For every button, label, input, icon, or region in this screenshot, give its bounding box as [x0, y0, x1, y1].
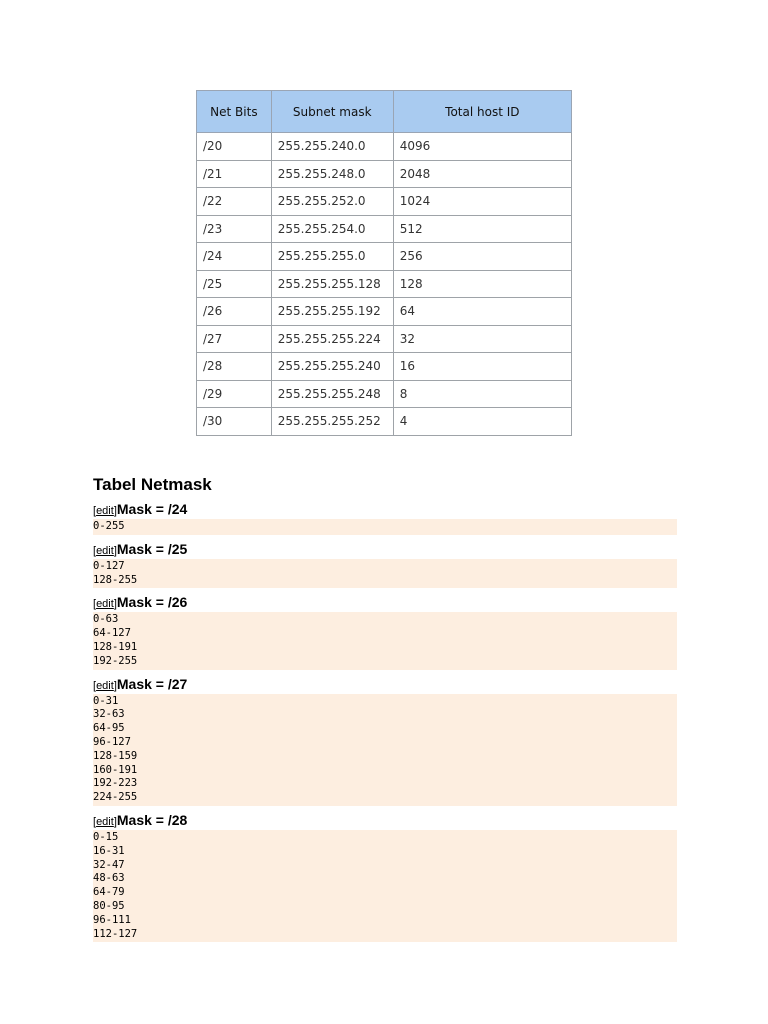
- cell-net-bits: /28: [197, 353, 272, 381]
- edit-bracket-close: ]: [113, 679, 117, 692]
- table-row: [197, 215, 572, 243]
- range-line: 16-31: [93, 844, 125, 857]
- edit-link-text[interactable]: edit: [96, 679, 114, 692]
- range-line: 0-127: [93, 559, 125, 572]
- cell-total-host-id: 16: [393, 353, 571, 381]
- range-line: 112-127: [93, 927, 138, 940]
- table-row: [197, 270, 572, 298]
- cell-net-bits: /20: [197, 133, 272, 161]
- header-total-host-id: Total host ID: [393, 91, 571, 133]
- edit-bracket-open: [: [93, 598, 97, 611]
- edit-link[interactable]: [93, 816, 117, 828]
- range-line: 96-111: [93, 913, 131, 926]
- cell-subnet-mask: 255.255.255.128: [271, 270, 393, 298]
- range-line: 80-95: [93, 899, 125, 912]
- cell-total-host-id: 512: [393, 215, 571, 243]
- table-row: [197, 380, 572, 408]
- range-line: 128-255: [93, 573, 138, 586]
- range-block: [93, 559, 677, 589]
- range-line: 224-255: [93, 791, 138, 804]
- cell-total-host-id: 2048: [393, 160, 571, 188]
- edit-bracket-close: ]: [113, 544, 117, 557]
- mask-label: Mask = /28: [116, 811, 188, 828]
- mask-heading: [93, 674, 677, 694]
- range-line: 160-191: [93, 763, 138, 776]
- cell-subnet-mask: 255.255.255.252: [271, 408, 393, 436]
- cell-net-bits: /30: [197, 408, 272, 436]
- edit-bracket-open: [: [93, 679, 97, 692]
- range-block: [93, 612, 677, 669]
- cell-net-bits: /29: [197, 380, 272, 408]
- cell-net-bits: /27: [197, 325, 272, 353]
- mask-heading: [93, 539, 677, 559]
- mask-heading: [93, 499, 677, 519]
- range-line: 64-127: [93, 627, 131, 640]
- mask-label: Mask = /24: [116, 501, 188, 517]
- edit-link-text[interactable]: edit: [96, 505, 114, 517]
- cell-total-host-id: 128: [393, 270, 571, 298]
- range-line: 128-191: [93, 640, 138, 653]
- cell-net-bits: /25: [197, 270, 272, 298]
- edit-bracket-close: ]: [113, 815, 117, 828]
- header-subnet-mask: Subnet mask: [271, 91, 393, 133]
- edit-bracket-close: ]: [113, 505, 117, 517]
- mask-label: Mask = /26: [116, 594, 188, 611]
- range-line: 192-255: [93, 654, 138, 667]
- range-block: [93, 694, 677, 806]
- edit-link-text[interactable]: edit: [96, 815, 114, 828]
- edit-link[interactable]: [93, 545, 117, 557]
- subnet-table-body: [197, 133, 572, 436]
- cell-net-bits: /24: [197, 243, 272, 271]
- edit-link[interactable]: [93, 505, 117, 517]
- mask-label: Mask = /27: [116, 675, 188, 692]
- cell-total-host-id: 1024: [393, 188, 571, 216]
- cell-total-host-id: 8: [393, 380, 571, 408]
- table-row: [197, 325, 572, 353]
- table-row: [197, 243, 572, 271]
- cell-net-bits: /23: [197, 215, 272, 243]
- table-header-row: [197, 91, 572, 133]
- cell-net-bits: /22: [197, 188, 272, 216]
- range-line: 48-63: [93, 872, 125, 885]
- range-block: [93, 830, 677, 942]
- table-row: [197, 408, 572, 436]
- table-row: [197, 188, 572, 216]
- edit-link[interactable]: [93, 680, 117, 692]
- cell-total-host-id: 4: [393, 408, 571, 436]
- cell-net-bits: /21: [197, 160, 272, 188]
- range-line: 0-31: [93, 694, 119, 707]
- range-line: 128-159: [93, 749, 138, 762]
- range-line: 0-63: [93, 613, 119, 626]
- netmask-section: [93, 474, 677, 942]
- mask-heading: [93, 592, 677, 612]
- cell-total-host-id: 256: [393, 243, 571, 271]
- range-line: 0-15: [93, 830, 119, 843]
- cell-total-host-id: 4096: [393, 133, 571, 161]
- range-block: [93, 519, 677, 535]
- subnet-table: [196, 90, 572, 436]
- cell-subnet-mask: 255.255.254.0: [271, 215, 393, 243]
- cell-subnet-mask: 255.255.255.192: [271, 298, 393, 326]
- header-net-bits: Net Bits: [197, 91, 272, 133]
- range-line: 192-223: [93, 777, 138, 790]
- table-row: [197, 160, 572, 188]
- table-row: [197, 133, 572, 161]
- section-title: Tabel Netmask: [93, 475, 212, 494]
- cell-subnet-mask: 255.255.248.0: [271, 160, 393, 188]
- cell-subnet-mask: 255.255.255.224: [271, 325, 393, 353]
- mask-list: [93, 499, 677, 942]
- cell-subnet-mask: 255.255.252.0: [271, 188, 393, 216]
- edit-link-text[interactable]: edit: [96, 544, 114, 557]
- table-row: [197, 353, 572, 381]
- range-line: 32-47: [93, 858, 125, 871]
- range-line: 0-255: [93, 520, 125, 532]
- edit-link[interactable]: [93, 598, 117, 610]
- range-line: 64-79: [93, 886, 125, 899]
- cell-total-host-id: 64: [393, 298, 571, 326]
- edit-bracket-close: ]: [113, 598, 117, 611]
- mask-heading: [93, 810, 677, 830]
- edit-bracket-open: [: [93, 505, 97, 517]
- table-row: [197, 298, 572, 326]
- mask-label: Mask = /25: [116, 540, 188, 557]
- edit-bracket-open: [: [93, 544, 97, 557]
- range-line: 96-127: [93, 735, 131, 748]
- range-line: 64-95: [93, 722, 125, 735]
- cell-net-bits: /26: [197, 298, 272, 326]
- cell-subnet-mask: 255.255.255.0: [271, 243, 393, 271]
- cell-total-host-id: 32: [393, 325, 571, 353]
- edit-bracket-open: [: [93, 815, 97, 828]
- cell-subnet-mask: 255.255.255.248: [271, 380, 393, 408]
- cell-subnet-mask: 255.255.255.240: [271, 353, 393, 381]
- range-line: 32-63: [93, 708, 125, 721]
- edit-link-text[interactable]: edit: [96, 598, 114, 611]
- cell-subnet-mask: 255.255.240.0: [271, 133, 393, 161]
